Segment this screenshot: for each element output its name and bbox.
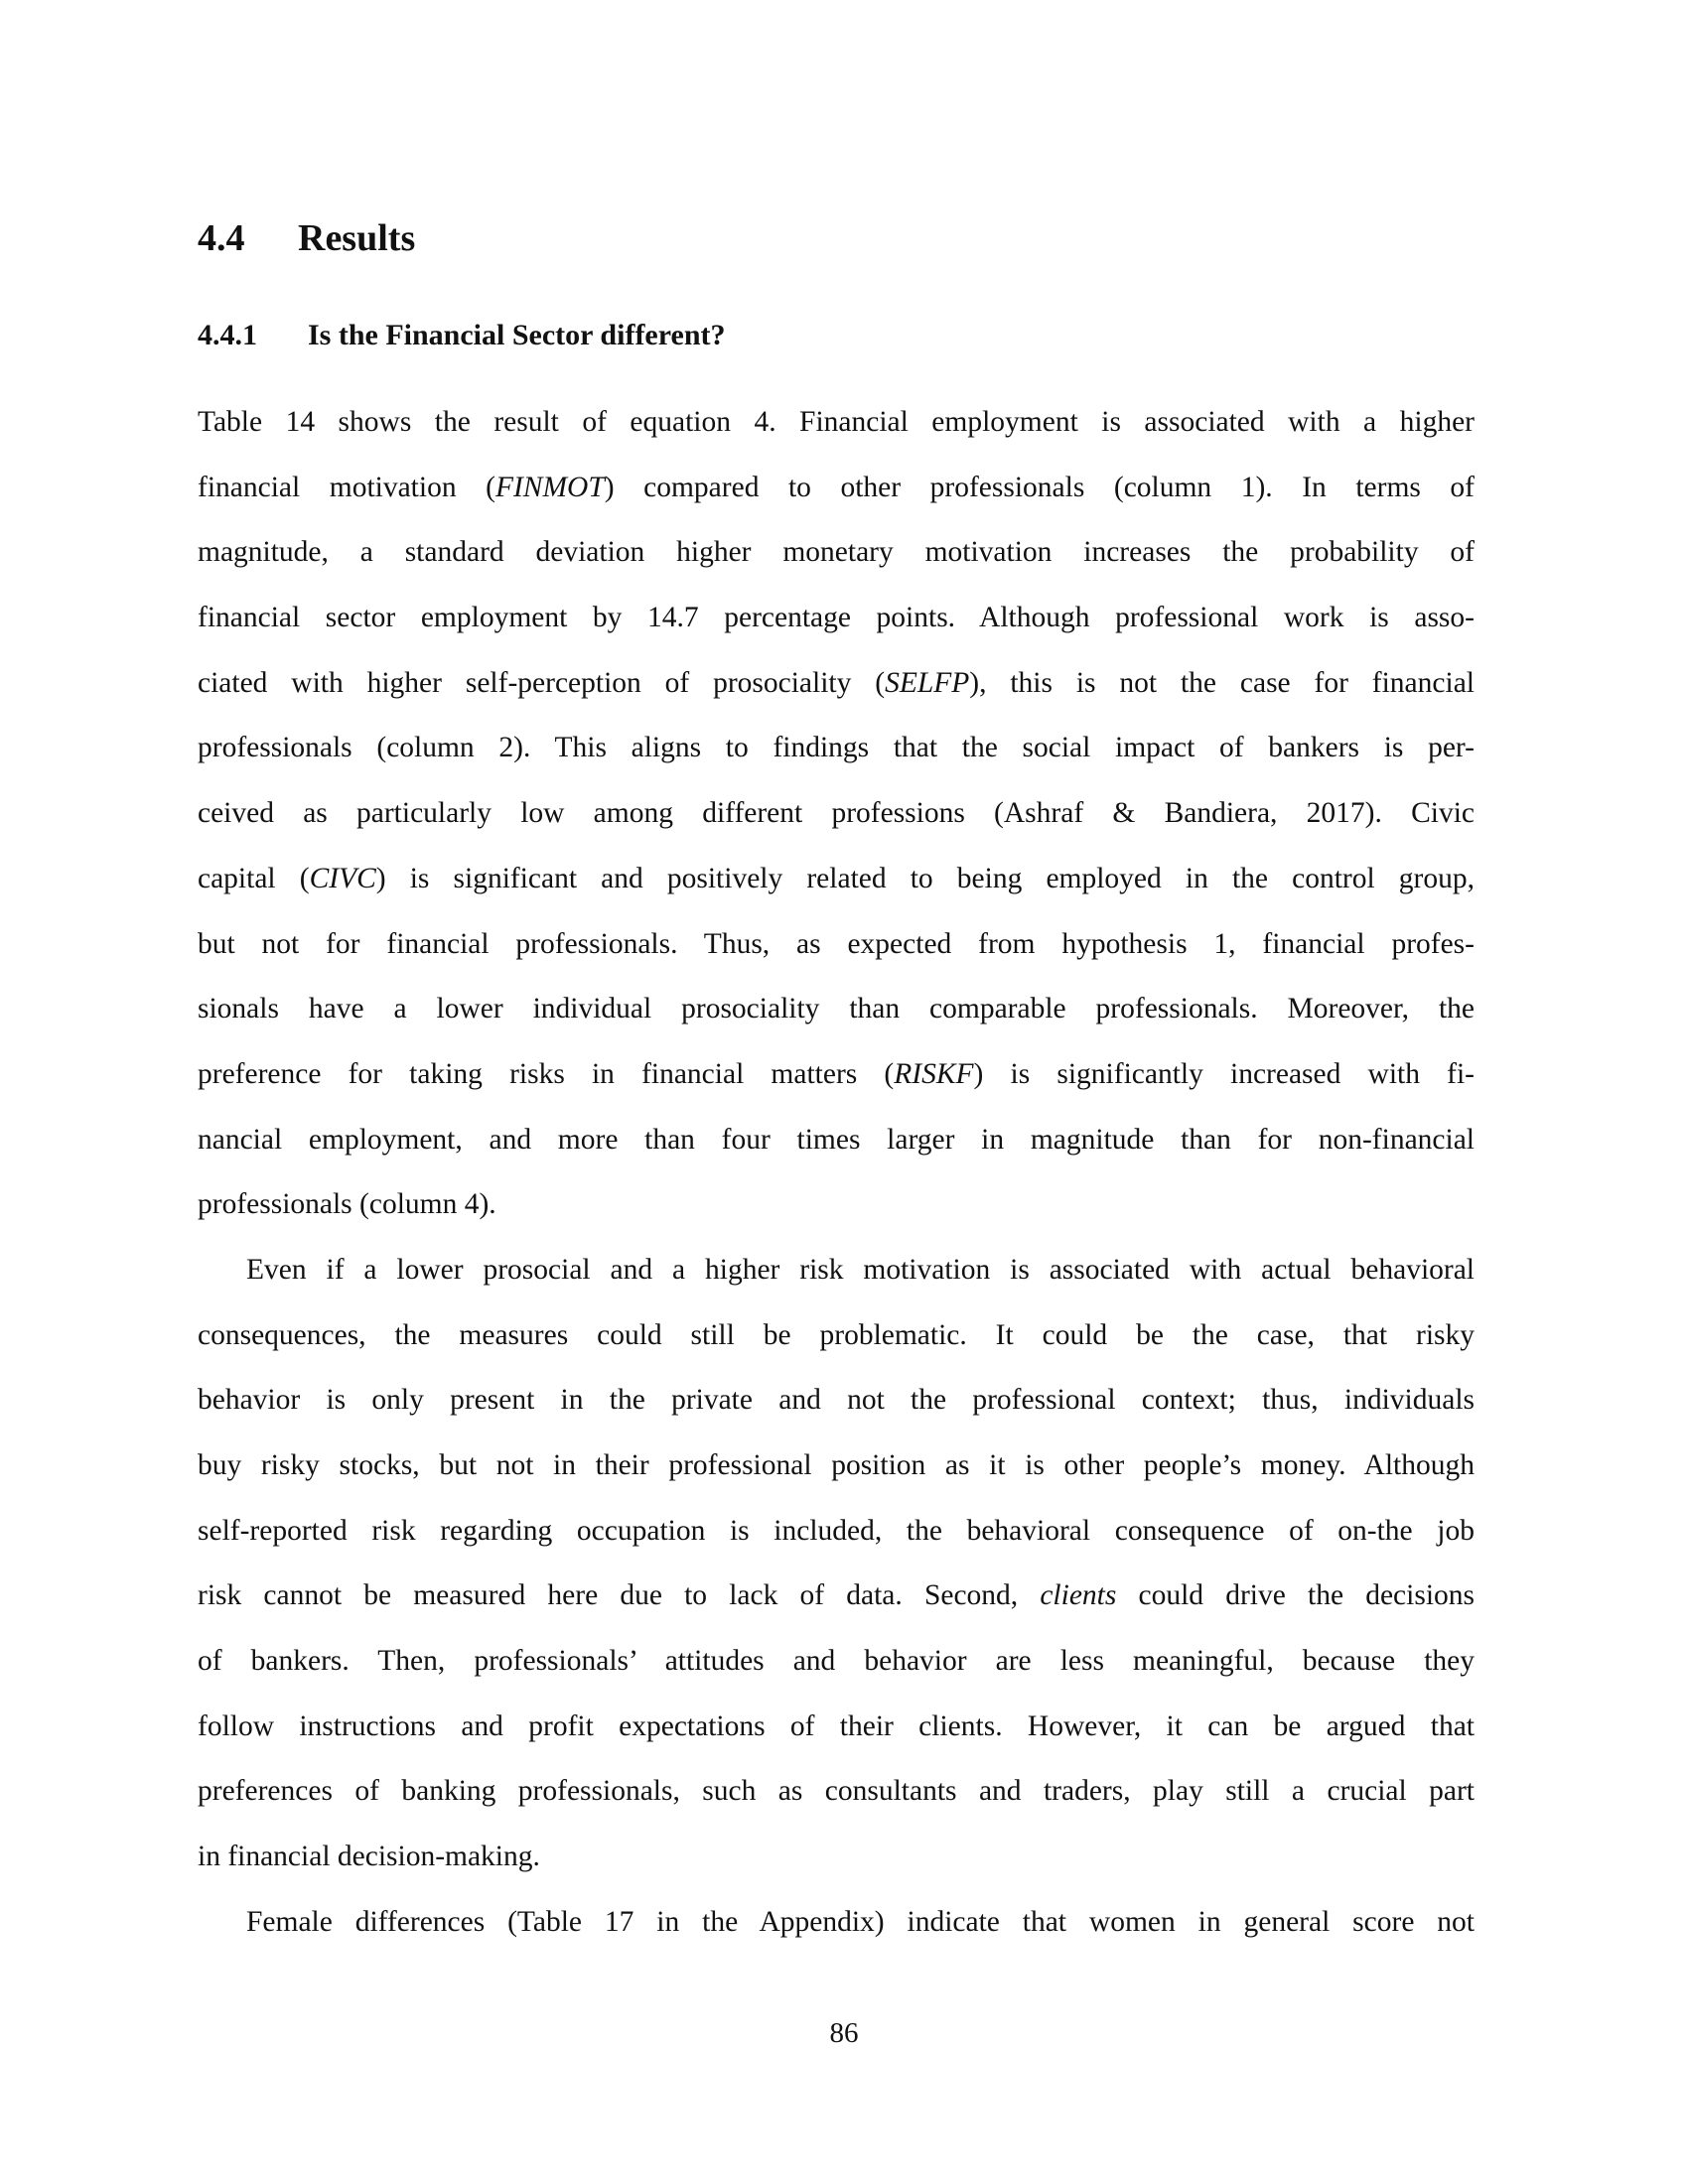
text-line xyxy=(198,456,1475,521)
text-segment: professionals (column 4). xyxy=(198,1188,496,1221)
text-segment: of bankers. Then, professionals’ attitudes and behavior are less meaningful, because they xyxy=(198,1645,1475,1678)
text-line xyxy=(198,1172,1475,1238)
text-line xyxy=(198,1108,1475,1173)
text-line xyxy=(198,1629,1475,1695)
subsection-number: 4.4.1 xyxy=(198,319,257,351)
paragraph xyxy=(198,1890,1475,1956)
text-segment: behavior is only present in the private and not the professional context; thus, individuals xyxy=(198,1384,1475,1417)
text-segment: ) is significantly increased with fi- xyxy=(973,1057,1476,1090)
text-segment: consequences, the measures could still be problematic. It could be the case, that risky xyxy=(198,1318,1475,1351)
text-line xyxy=(198,977,1475,1042)
subsection-title: Is the Financial Sector different? xyxy=(308,319,726,351)
text-segment: ciated with higher self-perception of prosociality ( xyxy=(198,666,886,699)
text-segment: capital ( xyxy=(198,862,310,894)
text-line xyxy=(198,1238,1475,1303)
text-segment: in financial decision-making. xyxy=(198,1841,540,1873)
italic-term: RISKF xyxy=(894,1057,974,1090)
text-segment: magnitude, a standard deviation higher monetary motivation increases the probability of xyxy=(198,536,1475,569)
text-segment: nancial employment, and more than four times larger in magnitude than for non-financial xyxy=(198,1123,1475,1156)
text-segment: Even if a lower prosocial and a higher risk motivation is associated with actual behavioral xyxy=(246,1253,1475,1286)
text-line xyxy=(198,1759,1475,1825)
text-segment: could drive the decisions xyxy=(1116,1579,1475,1612)
text-segment: sionals have a lower individual prosociality than comparable professionals. Moreover, the xyxy=(198,993,1475,1025)
text-segment: professionals (column 2). This aligns to findings that the social impact of bankers is per- xyxy=(198,732,1475,764)
text-line xyxy=(198,1042,1475,1108)
text-line xyxy=(198,912,1475,978)
text-line xyxy=(198,1499,1475,1565)
text-line xyxy=(198,1564,1475,1629)
text-segment: Table 14 shows the result of equation 4. Financial employment is associated with a higher xyxy=(198,406,1475,438)
text-segment: ceived as particularly low among different professions (Ashraf & Bandiera, 2017). Civic xyxy=(198,797,1475,830)
text-line xyxy=(198,651,1475,717)
text-segment: ) compared to other professionals (column 1). In terms of xyxy=(604,471,1476,503)
text-line xyxy=(198,1890,1475,1956)
text-segment: ), this is not the case for financial xyxy=(969,666,1475,699)
italic-term: CIVC xyxy=(309,862,376,894)
text-segment: preference for taking risks in financial matters ( xyxy=(198,1057,895,1090)
page-number: 86 xyxy=(829,2017,859,2049)
text-segment: ) is significant and positively related to being employed in the control group, xyxy=(375,862,1476,894)
text-segment: follow instructions and profit expectations of their clients. However, it can be argued that xyxy=(198,1709,1475,1742)
text-line xyxy=(198,1303,1475,1369)
text-line xyxy=(198,520,1475,586)
text-line xyxy=(198,847,1475,912)
text-segment: financial sector employment by 14.7 percentage points. Although professional work is asso- xyxy=(198,602,1475,634)
text-segment: self-reported risk regarding occupation is included, the behavioral consequence of on-the job xyxy=(198,1514,1475,1547)
text-line xyxy=(198,716,1475,781)
paragraph xyxy=(198,390,1475,1238)
text-line xyxy=(198,586,1475,651)
text-segment: but not for financial professionals. Thus, as expected from hypothesis 1, financial profes- xyxy=(198,927,1475,960)
text-line xyxy=(198,390,1475,456)
section-number: 4.4 xyxy=(198,217,245,259)
text-segment: financial motivation ( xyxy=(198,471,495,503)
paragraph xyxy=(198,1238,1475,1890)
text-line xyxy=(198,1825,1475,1890)
text-segment: buy risky stocks, but not in their professional position as it is other people’s money. Although xyxy=(198,1449,1475,1481)
text-line xyxy=(198,1695,1475,1760)
text-segment: risk cannot be measured here due to lack of data. Second, xyxy=(198,1579,1041,1612)
section-title: Results xyxy=(298,217,416,259)
text-line xyxy=(198,781,1475,847)
text-line xyxy=(198,1433,1475,1499)
text-line xyxy=(198,1368,1475,1433)
text-segment: Female differences (Table 17 in the Appendix) indicate that women in general score not xyxy=(246,1905,1475,1938)
section-heading xyxy=(198,216,415,260)
subsection-heading xyxy=(198,319,726,352)
italic-term: SELFP xyxy=(885,666,970,699)
italic-term: FINMOT xyxy=(494,471,605,503)
italic-term: clients xyxy=(1040,1579,1117,1612)
text-segment: preferences of banking professionals, such as consultants and traders, play still a crucial part xyxy=(198,1775,1475,1808)
body-text xyxy=(198,390,1475,1956)
